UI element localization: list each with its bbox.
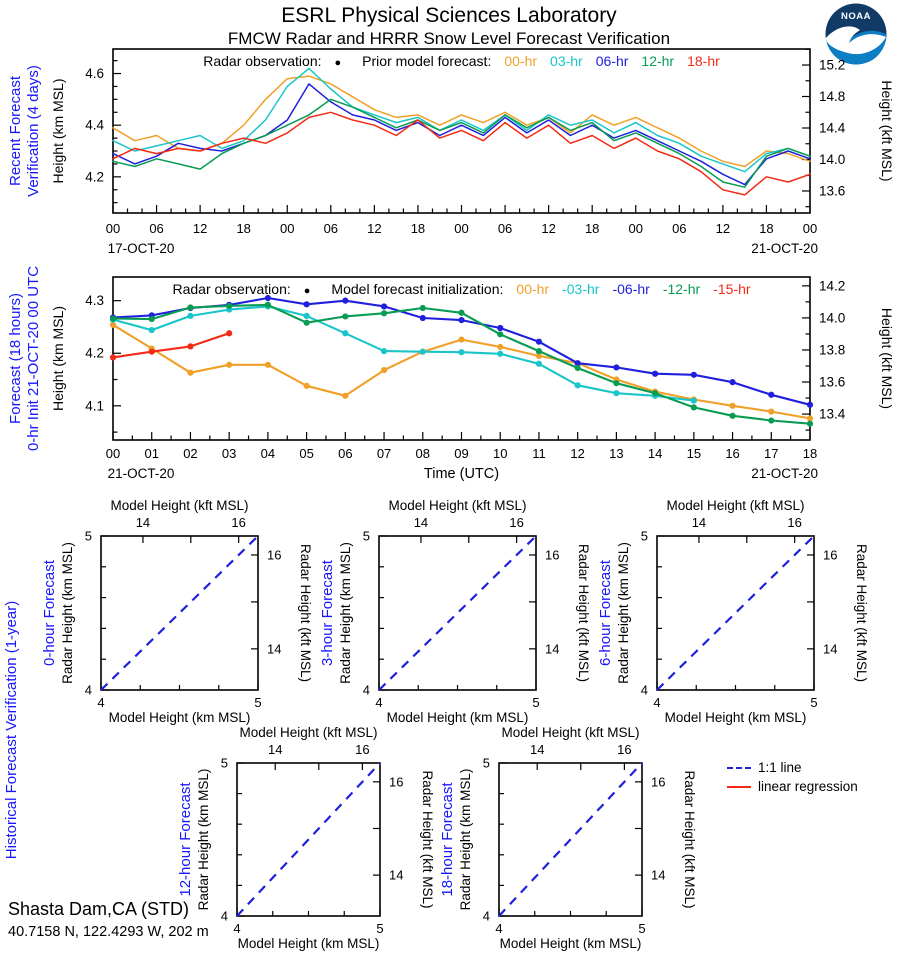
x-tick-label: 06 bbox=[497, 221, 513, 236]
identity-legend-row-2 bbox=[727, 777, 858, 796]
bottom-tick-label: 4 bbox=[495, 921, 503, 936]
legend-item-00-hr: 00-hr bbox=[516, 281, 550, 297]
y-right-tick-label: 14.0 bbox=[819, 310, 846, 326]
left-tick-label: 5 bbox=[482, 755, 490, 771]
forecast-group-label: Model forecast initialization: bbox=[331, 281, 504, 297]
section-label-line-1: Forecast (18 hours) bbox=[7, 293, 24, 424]
identity-legend bbox=[727, 758, 858, 796]
series--03-hr-point bbox=[458, 349, 464, 355]
y-axis-label: Height (km MSL) bbox=[50, 78, 66, 184]
series--15-hr-line bbox=[113, 333, 229, 357]
panel-title: 3-hour Forecast bbox=[319, 560, 336, 666]
series--03-hr-point bbox=[304, 313, 310, 319]
top-tick-label: 14 bbox=[691, 515, 707, 530]
series--06-hr-point bbox=[304, 301, 310, 307]
bottom-tick-label: 5 bbox=[376, 921, 384, 936]
series-00-hr-point bbox=[265, 362, 271, 368]
right-tick-label: 16 bbox=[389, 774, 404, 790]
legend-item-m15-hr: -15-hr bbox=[713, 281, 751, 297]
panel-title: 0-hour Forecast bbox=[41, 560, 58, 666]
left-axis-label: Radar Height (km MSL) bbox=[338, 542, 353, 684]
series--06-hr-point bbox=[381, 303, 387, 309]
y-right-tick-label: 13.8 bbox=[819, 342, 846, 358]
series--06-hr-point bbox=[768, 392, 774, 398]
series--06-hr-point bbox=[458, 317, 464, 323]
left-tick-label: 5 bbox=[84, 528, 92, 544]
left-tick-label: 4 bbox=[362, 682, 370, 698]
y-right-tick-label: 13.4 bbox=[819, 406, 846, 422]
top-tick-label: 14 bbox=[529, 742, 545, 757]
bottom-tick-label: 4 bbox=[97, 695, 105, 710]
left-tick-label: 4 bbox=[220, 908, 228, 924]
series--12-hr-point bbox=[613, 380, 619, 386]
x-tick-label: 04 bbox=[260, 446, 276, 461]
series--06-hr-point bbox=[420, 315, 426, 321]
series--03-hr-point bbox=[613, 390, 619, 396]
top-tick-label: 14 bbox=[413, 515, 429, 530]
series--06-hr-point bbox=[536, 339, 542, 345]
chart2-legend bbox=[113, 281, 810, 297]
page-title: ESRL Physical Sciences Laboratory bbox=[281, 4, 617, 27]
x-tick-label: 08 bbox=[415, 446, 431, 461]
series--03-hr-point bbox=[381, 348, 387, 354]
x-tick-label: 18 bbox=[584, 221, 600, 236]
series--12-hr-point bbox=[458, 310, 464, 316]
x-tick-label: 12 bbox=[541, 221, 556, 236]
x-tick-label: 05 bbox=[299, 446, 314, 461]
series--12-hr-point bbox=[807, 421, 813, 427]
x-tick-label: 10 bbox=[492, 446, 508, 461]
series--12-hr-point bbox=[187, 304, 193, 310]
x-tick-label: 12 bbox=[570, 446, 585, 461]
x-axis-label: Time (UTC) bbox=[423, 466, 500, 482]
series--03-hr-point bbox=[691, 397, 697, 403]
date-label-right: 21-OCT-20 bbox=[751, 241, 818, 256]
top-tick-label: 16 bbox=[787, 515, 802, 530]
top-tick-label: 16 bbox=[617, 742, 632, 757]
x-tick-label: 07 bbox=[376, 446, 392, 461]
series--12-hr-point bbox=[768, 417, 774, 423]
series--06-hr-point bbox=[613, 364, 619, 370]
left-axis-label: Radar Height (km MSL) bbox=[616, 542, 631, 684]
legend-item-18-hr: 18-hr bbox=[687, 53, 720, 69]
series--12-hr-point bbox=[652, 390, 658, 396]
series--06-hr-point bbox=[729, 379, 735, 385]
series-00-hr-point bbox=[226, 362, 232, 368]
dashed-line-sample bbox=[727, 767, 751, 769]
y-tick-label: 4.2 bbox=[85, 345, 104, 361]
bottom-tick-label: 4 bbox=[375, 695, 383, 710]
right-axis-label: Radar Height (kft MSL) bbox=[854, 543, 869, 683]
series--03-hr-point bbox=[497, 351, 503, 357]
series--06-hr-point bbox=[342, 298, 348, 304]
bottom-tick-label: 5 bbox=[254, 695, 262, 710]
series--03-hr-point bbox=[187, 313, 193, 319]
top-tick-label: 16 bbox=[355, 742, 370, 757]
series--15-hr-point bbox=[187, 343, 193, 349]
series--15-hr-point bbox=[149, 349, 155, 355]
solid-line-sample bbox=[727, 786, 751, 788]
section-label-line-2: Verification (4 days) bbox=[25, 65, 42, 197]
top-axis-label: Model Height (kft MSL) bbox=[110, 498, 249, 513]
right-axis-label: Radar Height (kft MSL) bbox=[298, 543, 313, 683]
x-tick-label: 18 bbox=[759, 221, 774, 236]
left-axis-label: Radar Height (km MSL) bbox=[458, 768, 473, 911]
one-to-one-line bbox=[237, 763, 380, 916]
series-00-hr-point bbox=[187, 370, 193, 376]
historical-section-label: Historical Forecast Verification (1-year) bbox=[3, 600, 20, 860]
series--15-hr-point bbox=[110, 354, 116, 360]
series--12-hr-point bbox=[691, 404, 697, 410]
top-tick-label: 14 bbox=[135, 515, 151, 530]
bottom-axis-label: Model Height (km MSL) bbox=[386, 710, 529, 725]
y-right-axis-label: Height (kft MSL) bbox=[879, 307, 895, 410]
x-tick-label: 02 bbox=[183, 446, 198, 461]
one-to-one-line bbox=[101, 536, 258, 690]
x-tick-label: 12 bbox=[192, 221, 208, 236]
series--03-hr-point bbox=[342, 330, 348, 336]
x-tick-label: 18 bbox=[802, 446, 818, 461]
x-tick-label: 12 bbox=[367, 221, 382, 236]
panel-title: 18-hour Forecast bbox=[439, 782, 456, 897]
y-right-tick-label: 13.6 bbox=[819, 183, 846, 199]
y-tick-label: 4.6 bbox=[85, 66, 104, 82]
bottom-axis-label: Model Height (km MSL) bbox=[237, 936, 380, 951]
x-tick-label: 03 bbox=[221, 446, 237, 461]
right-tick-label: 14 bbox=[823, 641, 838, 657]
y-tick-label: 4.4 bbox=[85, 117, 104, 133]
right-tick-label: 16 bbox=[823, 547, 838, 563]
series--03-hr-point bbox=[420, 349, 426, 355]
series-12-hr-line bbox=[113, 99, 810, 187]
series-00-hr-line bbox=[113, 76, 810, 166]
radar-observation-label: Radar observation: bbox=[172, 281, 291, 297]
x-tick-label: 01 bbox=[144, 446, 159, 461]
y-axis-label: Height (km MSL) bbox=[50, 305, 66, 412]
section-label-line-2: 0-hr Init 21-OCT-20 00 UTC bbox=[25, 265, 42, 452]
series--06-hr-point bbox=[652, 371, 658, 377]
series--12-hr-point bbox=[304, 320, 310, 326]
top-axis-label: Model Height (kft MSL) bbox=[501, 725, 640, 740]
right-tick-label: 14 bbox=[267, 641, 282, 657]
bottom-axis-label: Model Height (km MSL) bbox=[664, 710, 807, 725]
x-tick-label: 15 bbox=[686, 446, 702, 461]
series-00-hr-point bbox=[342, 393, 348, 399]
bottom-tick-label: 5 bbox=[810, 695, 818, 710]
bottom-tick-label: 5 bbox=[532, 695, 540, 710]
series--03-hr-point bbox=[149, 327, 155, 333]
x-tick-label: 00 bbox=[280, 221, 295, 236]
left-tick-label: 5 bbox=[640, 528, 648, 544]
right-axis-label: Radar Height (kft MSL) bbox=[682, 770, 697, 909]
legend-item-03-hr: 03-hr bbox=[550, 53, 583, 69]
top-axis-label: Model Height (kft MSL) bbox=[388, 498, 527, 513]
series--06-hr-point bbox=[497, 325, 503, 331]
y-tick-label: 4.1 bbox=[85, 398, 104, 414]
legend-item-m03-hr: -03-hr bbox=[562, 281, 600, 297]
date-label-left: 17-OCT-20 bbox=[107, 241, 175, 256]
x-tick-label: 00 bbox=[628, 221, 643, 236]
right-tick-label: 16 bbox=[545, 547, 560, 563]
x-tick-label: 06 bbox=[672, 221, 687, 236]
series--12-hr-point bbox=[381, 310, 387, 316]
left-axis-label: Radar Height (km MSL) bbox=[60, 542, 75, 684]
series--12-hr-point bbox=[110, 315, 116, 321]
y-right-tick-label: 15.2 bbox=[819, 57, 846, 73]
x-tick-label: 12 bbox=[715, 221, 731, 236]
series--12-hr-point bbox=[536, 348, 542, 354]
bottom-axis-label: Model Height (km MSL) bbox=[108, 710, 251, 725]
series--03-hr-point bbox=[536, 361, 542, 367]
series--03-hr-line bbox=[113, 306, 694, 400]
series--06-hr-point bbox=[691, 372, 697, 378]
series--03-hr-point bbox=[575, 382, 581, 388]
y-right-tick-label: 14.4 bbox=[819, 120, 846, 136]
x-tick-label: 18 bbox=[236, 221, 251, 236]
legend-item-12-hr: 12-hr bbox=[641, 53, 675, 69]
logo-text: NOAA bbox=[841, 11, 871, 22]
series--12-hr-point bbox=[729, 413, 735, 419]
right-axis-label: Radar Height (kft MSL) bbox=[420, 770, 435, 909]
forecast-18h-plot-box bbox=[113, 277, 810, 440]
one-to-one-line bbox=[379, 536, 536, 690]
series--12-hr-point bbox=[265, 302, 271, 308]
page-subtitle: FMCW Radar and HRRR Snow Level Forecast Verification bbox=[227, 29, 671, 48]
series--12-hr-point bbox=[497, 331, 503, 337]
station-name: Shasta Dam,CA (STD) bbox=[8, 899, 190, 919]
identity-legend-row-1 bbox=[727, 758, 858, 777]
right-tick-label: 16 bbox=[267, 547, 282, 563]
series-00-hr-point bbox=[381, 367, 387, 373]
left-tick-label: 5 bbox=[220, 755, 228, 771]
left-tick-label: 4 bbox=[84, 682, 92, 698]
panel-title: 12-hour Forecast bbox=[177, 782, 194, 897]
x-tick-label: 13 bbox=[609, 446, 624, 461]
top-tick-label: 16 bbox=[231, 515, 246, 530]
x-tick-label: 06 bbox=[149, 221, 164, 236]
series--15-hr-point bbox=[226, 330, 232, 336]
series-00-hr-point bbox=[729, 403, 735, 409]
legend-item-00-hr: 00-hr bbox=[504, 53, 538, 69]
forecast-group-label: Prior model forecast: bbox=[362, 53, 492, 69]
right-tick-label: 14 bbox=[545, 641, 560, 657]
y-tick-label: 4.2 bbox=[85, 169, 104, 185]
bottom-axis-label: Model Height (km MSL) bbox=[499, 936, 642, 951]
series--12-hr-point bbox=[149, 316, 155, 322]
top-tick-label: 14 bbox=[267, 742, 283, 757]
series-00-hr-point bbox=[768, 409, 774, 415]
series-00-hr-point bbox=[497, 344, 503, 350]
y-right-tick-label: 13.6 bbox=[819, 374, 846, 390]
y-tick-label: 4.3 bbox=[85, 293, 104, 309]
legend-item-m06-hr: -06-hr bbox=[612, 281, 650, 297]
radar-marker-icon: ● bbox=[334, 57, 342, 69]
x-tick-label: 18 bbox=[410, 221, 426, 236]
x-tick-label: 00 bbox=[105, 221, 121, 236]
date-label-right: 21-OCT-20 bbox=[751, 466, 818, 481]
x-tick-label: 14 bbox=[647, 446, 663, 461]
right-tick-label: 16 bbox=[651, 774, 666, 790]
legend-item-06-hr: 06-hr bbox=[595, 53, 629, 69]
x-tick-label: 17 bbox=[764, 446, 779, 461]
legend-item-m12-hr: -12-hr bbox=[662, 281, 701, 297]
left-axis-label: Radar Height (km MSL) bbox=[196, 768, 211, 911]
top-axis-label: Model Height (kft MSL) bbox=[239, 725, 378, 740]
identity-legend-solid-label: linear regression bbox=[758, 779, 858, 794]
bottom-tick-label: 5 bbox=[638, 921, 646, 936]
left-tick-label: 5 bbox=[362, 528, 370, 544]
x-tick-label: 00 bbox=[454, 221, 469, 236]
left-tick-label: 4 bbox=[482, 908, 490, 924]
bottom-tick-label: 4 bbox=[653, 695, 661, 710]
x-tick-label: 06 bbox=[338, 446, 353, 461]
station-coordinates: 40.7158 N, 122.4293 W, 202 m bbox=[8, 924, 209, 940]
y-right-tick-label: 14.0 bbox=[819, 151, 846, 167]
radar-observation-label: Radar observation: bbox=[203, 53, 322, 69]
series-00-hr-point bbox=[458, 336, 464, 342]
panel-title: 6-hour Forecast bbox=[597, 560, 614, 666]
series--12-hr-point bbox=[342, 313, 348, 319]
series--12-hr-point bbox=[420, 305, 426, 311]
series--06-hr-point bbox=[807, 402, 813, 408]
y-right-tick-label: 14.2 bbox=[819, 278, 846, 294]
right-tick-label: 14 bbox=[651, 867, 666, 883]
series--12-hr-point bbox=[575, 365, 581, 371]
one-to-one-line bbox=[657, 536, 814, 690]
identity-legend-dashed-label: 1:1 line bbox=[758, 760, 802, 775]
x-tick-label: 00 bbox=[105, 446, 121, 461]
y-right-axis-label: Height (kft MSL) bbox=[879, 80, 895, 182]
date-label-left: 21-OCT-20 bbox=[107, 466, 175, 481]
x-tick-label: 09 bbox=[454, 446, 469, 461]
left-tick-label: 4 bbox=[640, 682, 648, 698]
series-00-hr-point bbox=[304, 383, 310, 389]
top-tick-label: 16 bbox=[509, 515, 524, 530]
series--12-hr-point bbox=[226, 303, 232, 309]
x-tick-label: 16 bbox=[725, 446, 740, 461]
right-axis-label: Radar Height (kft MSL) bbox=[576, 543, 591, 683]
one-to-one-line bbox=[499, 763, 642, 916]
x-tick-label: 11 bbox=[532, 446, 546, 461]
y-right-tick-label: 14.8 bbox=[819, 89, 846, 105]
top-axis-label: Model Height (kft MSL) bbox=[666, 498, 805, 513]
section-label-line-1: Recent Forecast bbox=[7, 75, 24, 187]
x-tick-label: 06 bbox=[323, 221, 339, 236]
chart1-legend bbox=[113, 53, 810, 69]
x-tick-label: 00 bbox=[802, 221, 818, 236]
bottom-tick-label: 4 bbox=[233, 921, 241, 936]
right-tick-label: 14 bbox=[389, 867, 404, 883]
radar-marker-icon: ● bbox=[303, 285, 311, 297]
